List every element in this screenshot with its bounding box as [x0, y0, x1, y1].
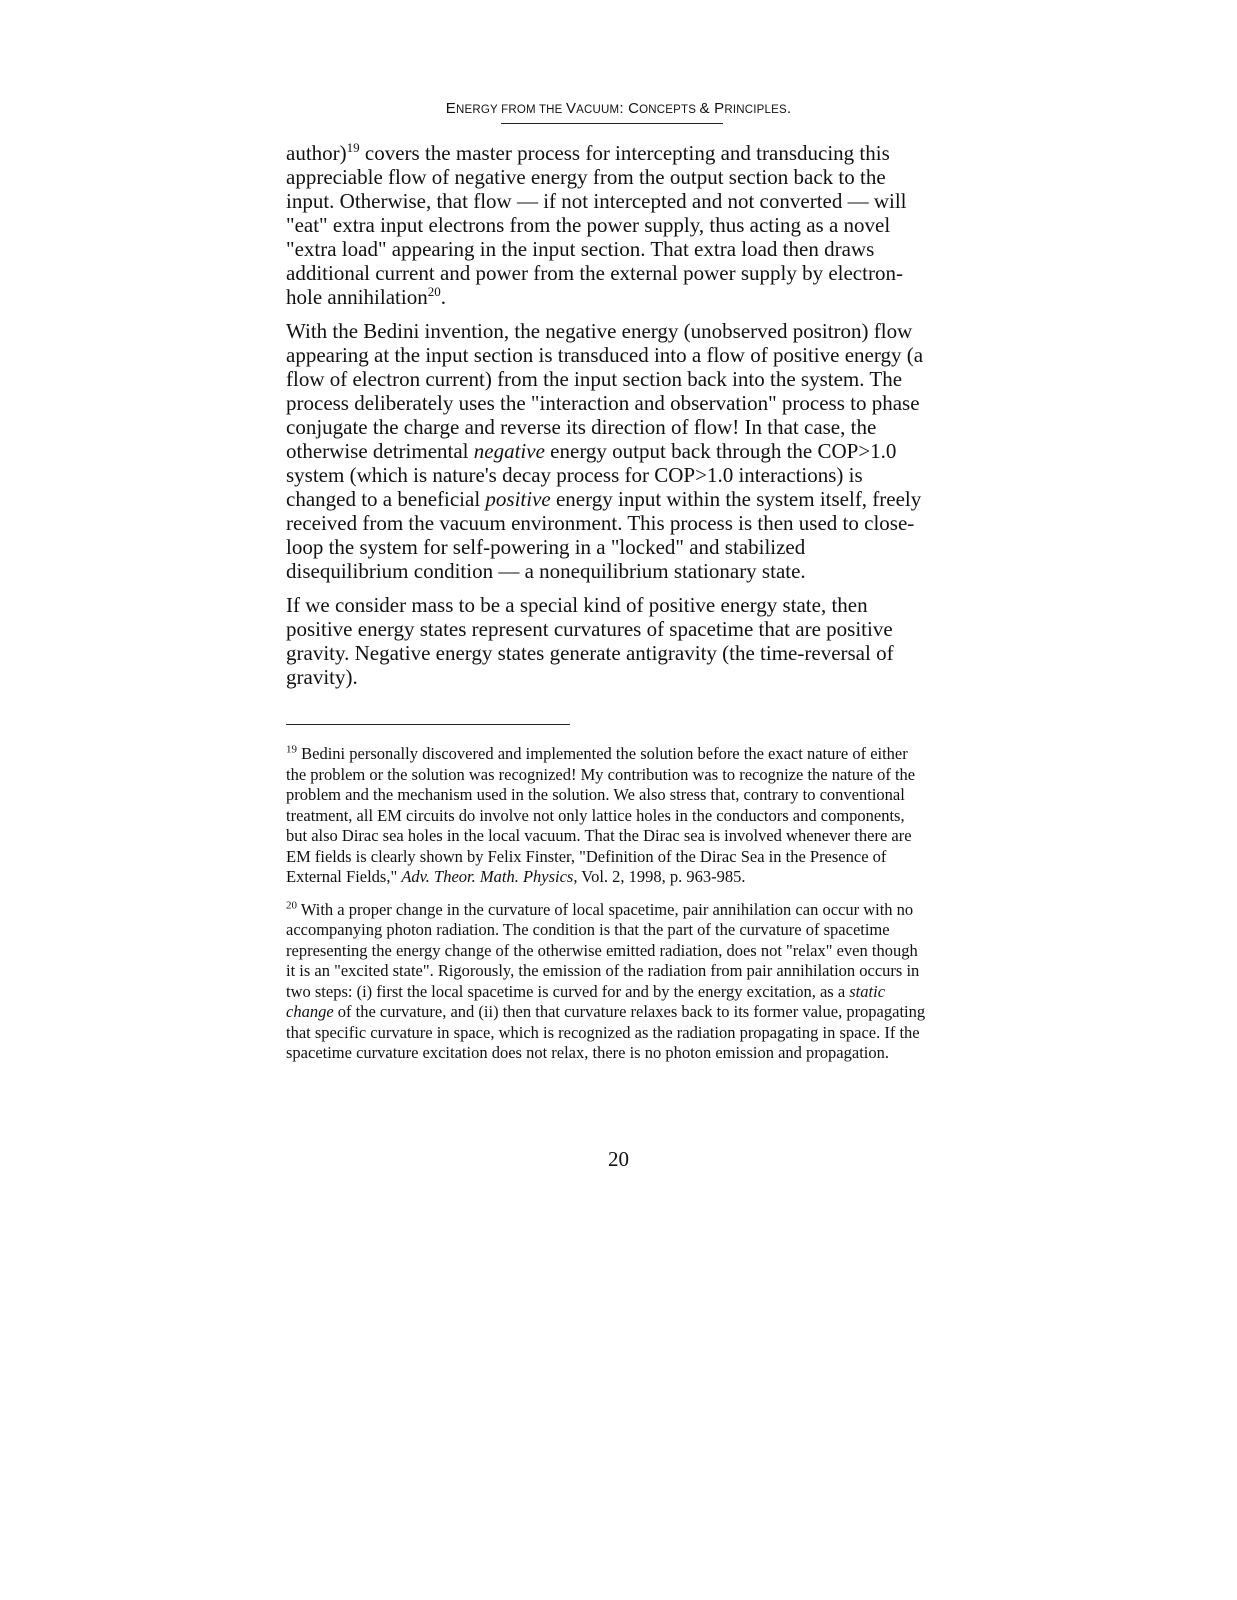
text-run: of the curvature, and (ii) then that curvature relaxes back to its former value, propagating that specific curvature in space, which is recognized as the radiation propagating in space. If the spacetime curvature excitation does not relax, there is no photon emission and propagation.	[286, 1002, 926, 1062]
text-run: , Vol. 2, 1998, p. 963-985.	[573, 867, 746, 886]
header-part: :	[619, 100, 629, 117]
text-run: energy input within the system itself, freely received from the vacuum environment. This process is then used to close-loop the system for self-powering in a "locked" and stabilized disequilibrium condition — a nonequilibrium stationary state.	[286, 487, 922, 583]
header-part: ONCEPTS	[639, 104, 700, 116]
text-run: Bedini personally discovered and implemented the solution before the exact nature of either the problem or the solution was recognized! My contribution was to recognize the nature of the problem and the mechanism used in the solution. We also stress that, contrary to conventional treatment, all EM circuits do involve not only lattice holes in the conductors and components, but also Dirac sea holes in the local vacuum. That the Dirac sea is involved whenever there are EM fields is clearly shown by Felix Finster, "Definition of the Dirac Sea in the Presence of External Fields,"	[286, 744, 916, 886]
text-run: With the Bedini invention, the negative energy (unobserved positron) flow appearing at the input section is transduced into a flow of positive energy (a flow of electron current) from the input section back into the system. The process deliberately uses the "interaction and observation" process to phase conjugate the charge and reverse its direction of flow! In that case, the otherwise detrimental	[286, 319, 924, 463]
text-run: author)	[286, 141, 347, 165]
footnotes	[286, 744, 926, 1076]
text-run: energy output back through the COP>1.0 system (which is nature's decay process for COP>1.0 interactions) is changed to a beneficial	[286, 439, 897, 511]
header-rule	[501, 123, 723, 124]
header-part: P	[714, 100, 725, 117]
footnote-20	[286, 900, 926, 1064]
paragraph-1	[286, 141, 926, 309]
footnote-19	[286, 744, 926, 888]
footnote-mark: 20	[286, 899, 297, 911]
body-text	[286, 141, 926, 699]
header-part: V	[565, 100, 577, 117]
text-run: covers the master process for intercepting and transducing this appreciable flow of negative energy from the output section back to the input. Otherwise, that flow — if not intercepted and not converted — will "eat" extra input electrons from the power supply, thus acting as a novel "extra load" appearing in the input section. That extra load then draws additional current and power from the external power supply by electron-hole annihilation	[286, 141, 907, 309]
header-part: RINCIPLES	[724, 104, 787, 116]
emphasis-negative: negative	[473, 439, 545, 463]
emphasis-static-change: static change	[286, 981, 886, 1021]
text-run: .	[440, 285, 446, 309]
journal-title: Adv. Theor. Math. Physics	[401, 867, 574, 886]
text-run: With a proper change in the curvature of local spacetime, pair annihilation can occur with no accompanying photon radiation. The condition is that the part of the curvature of spacetime representing the energy change of the otherwise emitted radiation, does not "relax" even though it is an "excited state". Rigorously, the emission of the radiation from pair annihilation occurs in two steps: (i) first the local spacetime is curved for and by the energy excitation, as a	[286, 899, 920, 1001]
paragraph-2	[286, 319, 926, 583]
footnote-mark: 19	[286, 743, 297, 756]
header-part: ACUUM	[576, 104, 620, 116]
footnote-ref-19[interactable]: 19	[346, 140, 360, 155]
emphasis-positive: positive	[485, 487, 551, 511]
header-part: E	[445, 100, 457, 117]
running-header	[0, 100, 1237, 117]
footnote-separator	[286, 724, 570, 725]
page-number: 20	[608, 1147, 629, 1171]
header-part: NERGY FROM THE	[456, 104, 566, 116]
header-part: .	[786, 100, 792, 117]
paragraph-3: If we consider mass to be a special kind of positive energy state, then positive energy states represent curvatures of spacetime that are positive gravity. Negative energy states generate antigravity (the time-reversal of gravity).	[286, 593, 894, 689]
header-part: &	[699, 100, 715, 117]
footnote-ref-20[interactable]: 20	[427, 284, 441, 299]
header-part: C	[628, 100, 640, 117]
